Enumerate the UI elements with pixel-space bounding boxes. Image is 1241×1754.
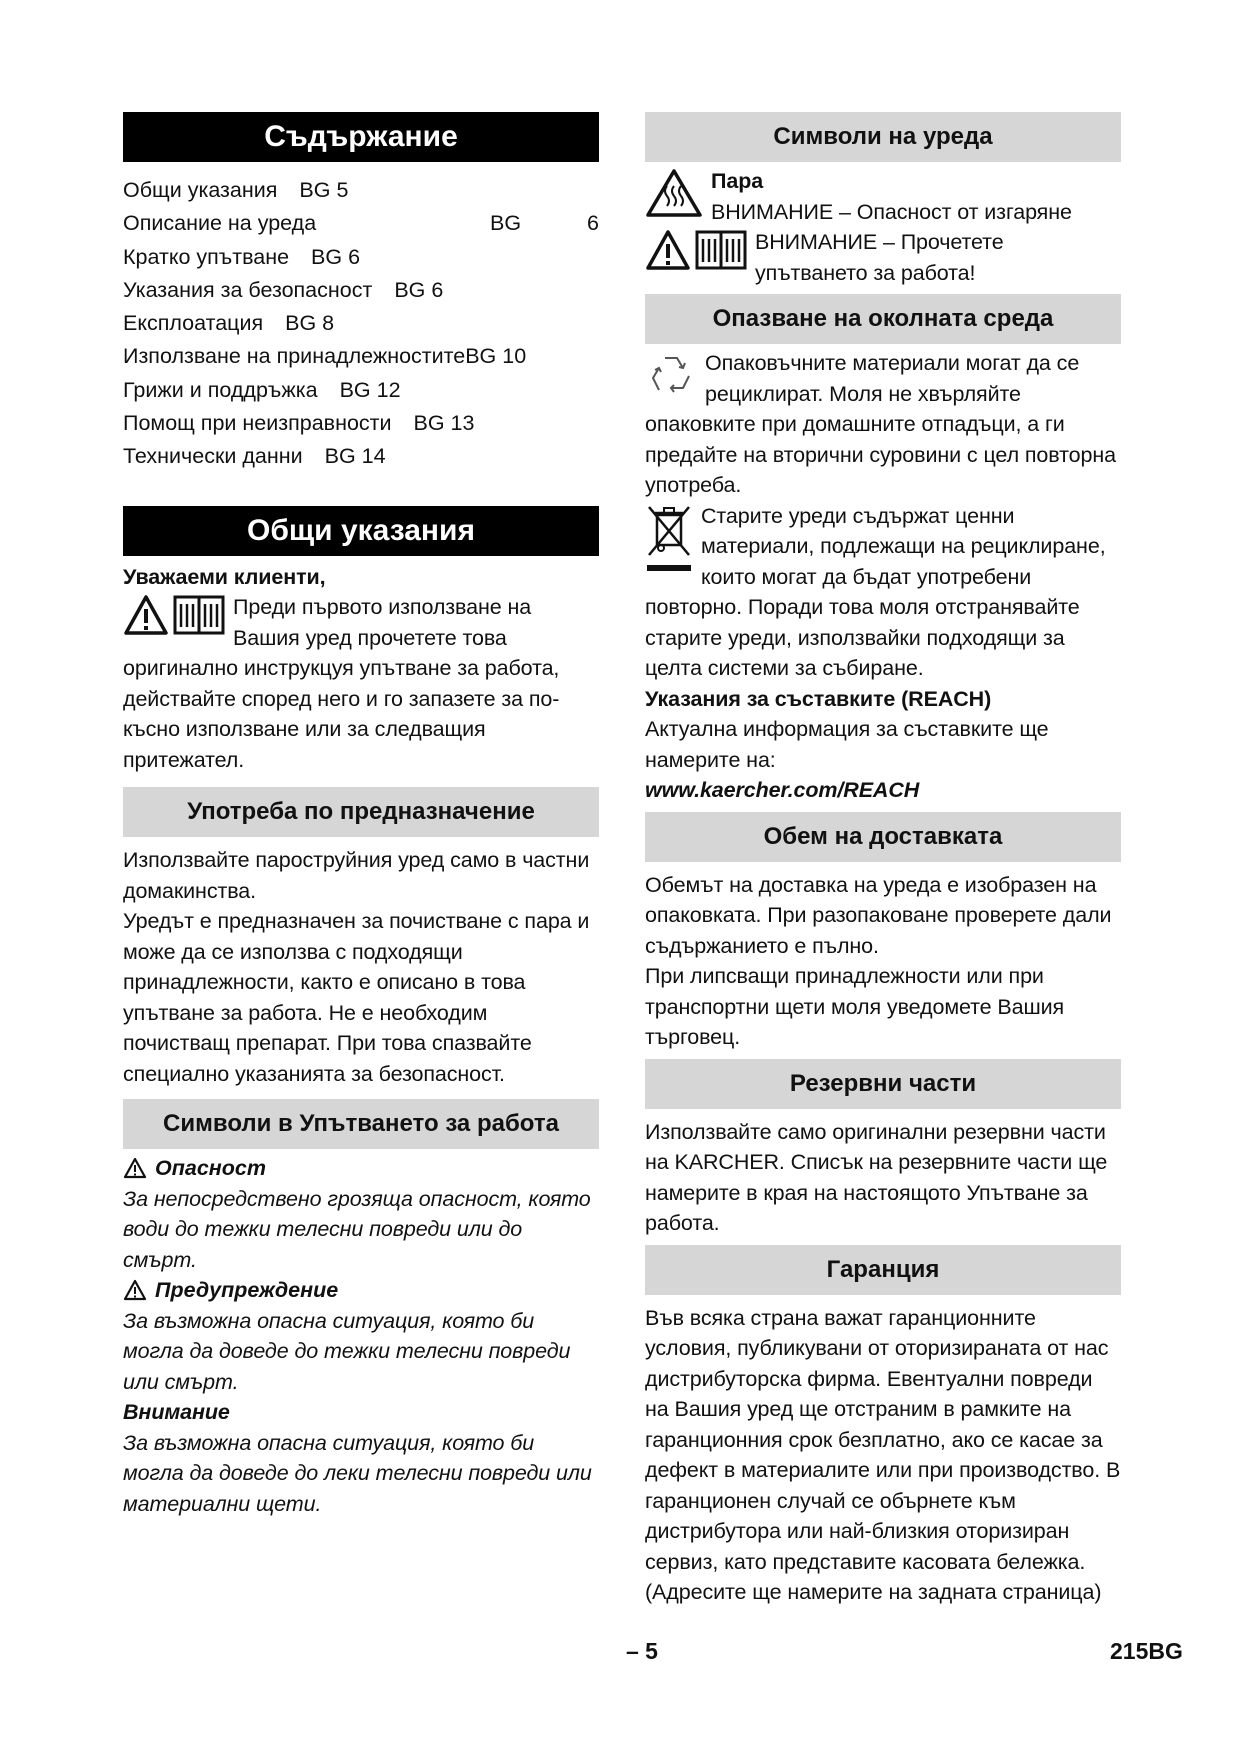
manual-symbols-heading: Символи в Упътването за работа [123, 1099, 599, 1149]
environment-p2: Старите уреди съдържат ценни материали, подлежащи на рециклиране, които могат да бъдат употребени повторно. Поради това моля отстранявайте старите уреди, използвайки подходящи за целта системи за събиране. [645, 503, 1106, 680]
device-symbols-heading: Символи на уреда [645, 112, 1121, 162]
toc-item[interactable] [123, 340, 599, 373]
right-column [645, 112, 1121, 1608]
warning-triangle-icon [123, 1157, 147, 1179]
recycle-icon [645, 350, 697, 402]
delivery-p1: Обемът на доставка на уреда е изобразен на опаковката. При разопаковане проверете дали съдържанието е пълно. [645, 872, 1112, 958]
page-number: – 5 [626, 1638, 658, 1664]
manual-book-icon [695, 229, 747, 271]
toc-item-page: BG 13 [413, 411, 475, 436]
steam-label: Пара [711, 169, 764, 193]
toc-item-title: Грижи и поддръжка [123, 377, 318, 402]
toc-item-title: Указания за безопасност [123, 277, 373, 302]
intended-use-p2: Уредът е предназначен за почистване с пара и може да се използва с подходящи принадлежности, както е описано в това упътване за работа. Не е необходим почистващ препарат. При това спазвайте специално указанията за безопасност. [123, 909, 590, 1086]
warning-text: За възможна опасна ситуация, която би могла да доведе до тежки телесни повреди или смърт. [123, 1308, 571, 1394]
toc-item[interactable] [123, 307, 599, 340]
toc-item-title: Общи указания [123, 178, 278, 202]
toc-item-title: Експлоатация [123, 311, 264, 336]
recycle-block [645, 348, 1121, 501]
delivery-heading: Обем на доставката [645, 812, 1121, 862]
page-code: 215BG [1110, 1638, 1183, 1664]
spare-parts-text: Използвайте само оригинални резервни части на KARCHER. Списък на резервните части ще намерите в края на настоящото Упътване за работа. [645, 1119, 1108, 1235]
danger-label: Опасност [155, 1156, 266, 1181]
environment-p1: Опаковъчните материали могат да се рециклират. Моля не хвърляйте опаковките при домашните отпадъци, а ги предайте на вторични суровини с цел повторна употреба. [645, 351, 1116, 497]
toc-item-page: BG 6 [490, 211, 599, 236]
toc-item-page: BG 8 [285, 311, 335, 336]
warning-triangle-icon [123, 594, 169, 636]
toc-item[interactable] [123, 241, 599, 274]
manual-book-icon [173, 594, 225, 636]
toc-item[interactable] [123, 174, 599, 207]
toc-item-title: Описание на уреда [123, 211, 317, 236]
weee-icons [645, 503, 693, 573]
toc-item[interactable] [123, 407, 599, 440]
warning-triangle-icon [645, 229, 691, 271]
spare-parts-heading: Резервни части [645, 1059, 1121, 1109]
warning-triangle-icon [123, 1279, 147, 1301]
toc-item[interactable] [123, 207, 599, 240]
toc-item-title: Технически данни [123, 444, 303, 469]
caution-label: Внимание [123, 1400, 230, 1425]
toc-item-title: Помощ при неизправности [123, 411, 392, 436]
warning-label-line [123, 1275, 599, 1306]
toc-item-page: BG 14 [324, 444, 386, 469]
steam-text: ВНИМАНИЕ – Опасност от изгаряне [711, 199, 1072, 224]
toc-item-page: BG 6 [394, 277, 444, 302]
read-manual-text: ВНИМАНИЕ – Прочетете упътването за работа! [755, 230, 1004, 285]
delivery-p2: При липсващи принадлежности или при транспортни щети моля уведомете Вашия търговец. [645, 964, 1065, 1049]
reach-text: Актуална информация за съставките ще намерите на: [645, 717, 1049, 772]
steam-icons [645, 168, 703, 218]
toc-item[interactable] [123, 374, 599, 407]
general-block [123, 592, 599, 775]
black-bar-icon [645, 563, 693, 573]
danger-text: За непосредствено грозяща опасност, която води до тежки телесни повреди или до смърт. [123, 1186, 591, 1272]
read-manual-block [645, 227, 1121, 288]
toc-item-title: Кратко упътване [123, 244, 290, 269]
recycle-icons [645, 350, 697, 402]
reach-title: Указания за съставките (REACH) [645, 686, 992, 711]
left-column [123, 112, 599, 1519]
caution-text: За възможна опасна ситуация, която би могла да доведе до леки телесни повреди или материални щети. [123, 1430, 592, 1516]
crossed-bin-icon [645, 503, 693, 559]
warranty-heading: Гаранция [645, 1245, 1121, 1295]
read-manual-icons [645, 229, 747, 271]
warranty-text: Във всяка страна важат гаранционните условия, публикувани от оторизираната от нас дистрибуторска фирма. Евентуални повреди на Вашия уред ще отстраним в рамките на гаранционния срок безплатно, ако се касае за дефект в материалите или при производство. В гаранционен случай се обърнете към дистрибутора или най-близкия оторизиран сервиз, като представите касовата бележка. (Адресите ще намерите на задната страница) [645, 1305, 1121, 1604]
warning-label: Предупреждение [155, 1278, 339, 1303]
toc-heading: Съдържание [123, 112, 599, 162]
toc-item-page: BG 12 [339, 377, 401, 402]
general-text: Преди първото използване на Вашия уред прочетете това оригинално инструкцуя упътване за работа, действайте според него и го запазете за по-късно използване или за следващия притежател. [123, 595, 560, 772]
general-heading: Общи указания [123, 506, 599, 556]
reach-url-link[interactable]: www.kaercher.com/REACH [645, 778, 920, 802]
intended-use-heading: Употреба по предназначение [123, 787, 599, 837]
toc-item[interactable] [123, 440, 599, 473]
danger-label-line [123, 1153, 599, 1184]
toc-item[interactable] [123, 274, 599, 307]
environment-heading: Опазване на околната среда [645, 294, 1121, 344]
weee-block [645, 501, 1121, 684]
toc-item-page: BG 6 [311, 244, 361, 269]
hot-steam-warning-icon [645, 168, 703, 218]
toc-item-page: BG 5 [299, 178, 349, 202]
general-greeting: Уважаеми клиенти, [123, 564, 326, 589]
toc-item-page: BG 10 [465, 344, 527, 369]
intended-use-p1: Използвайте пароструйния уред само в частни домакинства. [123, 848, 590, 903]
toc-item-title: Използване на принадлежностите [123, 344, 466, 369]
general-icons [123, 594, 225, 636]
toc-list [123, 174, 599, 474]
steam-block [645, 166, 1121, 227]
